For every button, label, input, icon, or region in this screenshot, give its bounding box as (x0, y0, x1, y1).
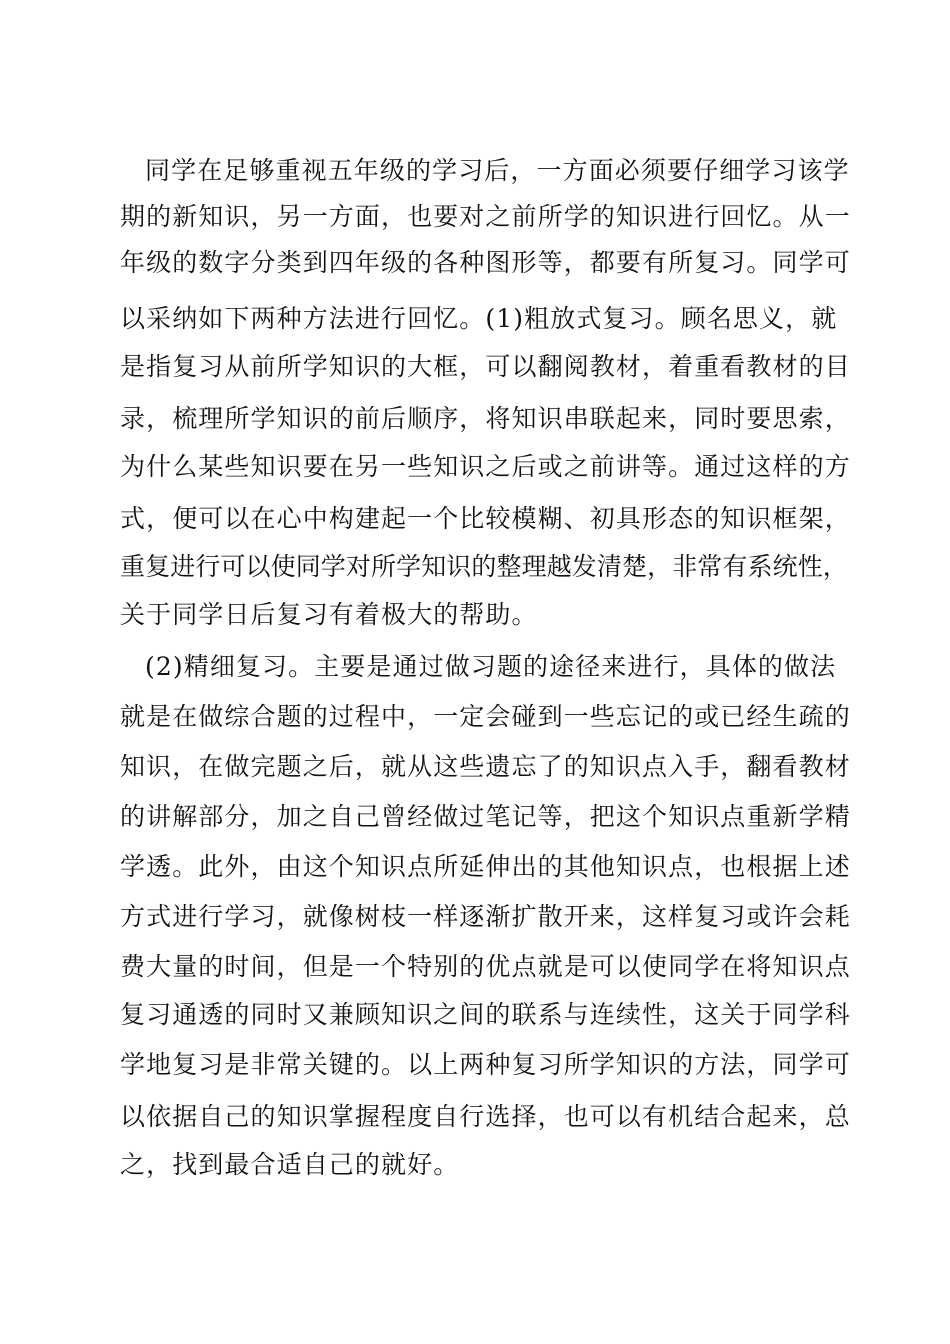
paragraph-1-line-2: 期的新知识，另一方面，也要对之前所学的知识进行回忆。从一 (120, 202, 851, 231)
paragraph-2-line-8: 复习通透的同时又兼顾知识之间的联系与连续性，这关于同学科 (120, 1000, 851, 1029)
paragraph-1-line-8: 式，便可以在心中构建起一个比较模糊、初具形态的知识框架， (120, 504, 851, 533)
paragraph-1-line-9: 重复进行可以使同学对所学知识的整理越发清楚，非常有系统性， (120, 552, 848, 581)
paragraph-1-line-6: 录，梳理所学知识的前后顺序，将知识串联起来，同时要思索， (120, 404, 851, 433)
paragraph-1-line-3: 年级的数字分类到四年级的各种图形等，都要有所复习。同学可 (120, 248, 851, 277)
paragraph-2-line-7: 费大量的时间，但是一个特别的优点就是可以使同学在将知识点 (120, 952, 851, 981)
paragraph-1-line-5: 是指复习从前所学知识的大框，可以翻阅教材，着重看教材的目 (120, 352, 851, 381)
paragraph-2-line-2: 就是在做综合题的过程中，一定会碰到一些忘记的或已经生疏的 (120, 702, 851, 731)
paragraph-1-line-10: 关于同学日后复习有着极大的帮助。 (120, 600, 538, 629)
paragraph-2-line-11: 之，找到最合适自己的就好。 (120, 1150, 460, 1179)
paragraph-2-line-1: (2)精细复习。主要是通过做习题的途径来进行，具体的做法 (145, 652, 837, 681)
paragraph-2-line-9: 学地复习是非常关键的。以上两种复习所学知识的方法，同学可 (120, 1050, 851, 1079)
paragraph-2-line-3: 知识，在做完题之后，就从这些遗忘了的知识点入手，翻看教材 (120, 752, 851, 781)
paragraph-1-line-1: 同学在足够重视五年级的学习后，一方面必须要仔细学习该学 (145, 156, 850, 185)
paragraph-2-line-10: 以依据自己的知识掌握程度自行选择，也可以有机结合起来，总 (120, 1102, 851, 1131)
paragraph-1-line-7: 为什么某些知识要在另一些知识之后或之前讲等。通过这样的方 (120, 452, 851, 481)
paragraph-2-line-5: 学透。此外，由这个知识点所延伸出的其他知识点，也根据上述 (120, 852, 851, 881)
paragraph-2-line-6: 方式进行学习，就像树枝一样逐渐扩散开来，这样复习或许会耗 (120, 902, 851, 931)
paragraph-2-line-4: 的讲解部分，加之自己曾经做过笔记等，把这个知识点重新学精 (120, 802, 851, 831)
paragraph-1-line-4: 以采纳如下两种方法进行回忆。(1)粗放式复习。顾名思义，就 (120, 304, 838, 333)
